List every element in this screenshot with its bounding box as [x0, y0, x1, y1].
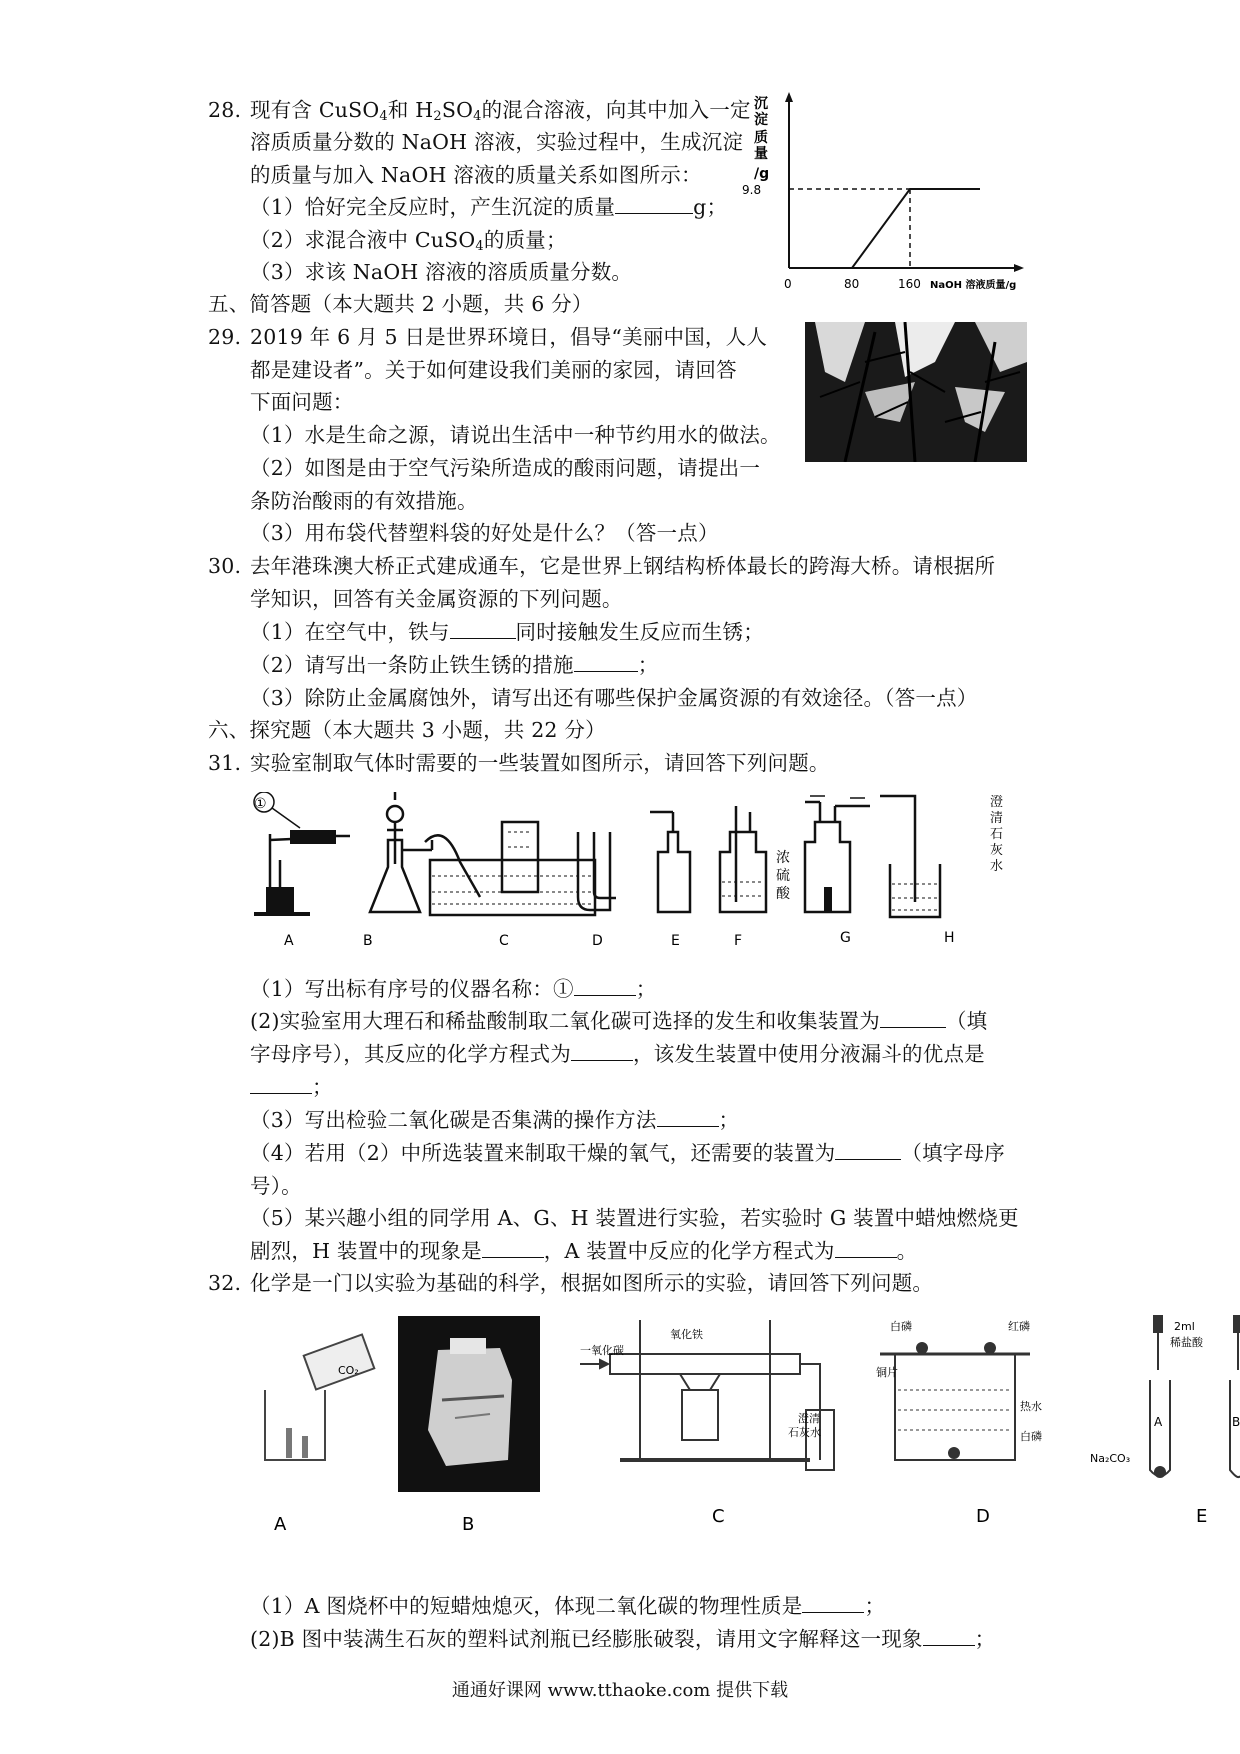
q32-experiments-figure [250, 1310, 1240, 1550]
q29-line-2: 都是建设者”。关于如何建设我们美丽的家园，请回答 [250, 358, 737, 382]
answer-blank [657, 1106, 719, 1127]
h-reagent-3: 石 [990, 827, 1004, 842]
graph-y-tick-9-8: 9.8 [742, 183, 762, 197]
apparatus-label-a: A [284, 933, 294, 949]
f-reagent-2: 硫 [776, 868, 790, 884]
answer-blank [923, 1625, 975, 1646]
f-reagent-3: 酸 [776, 886, 790, 902]
q31-part-5b: 剧烈，H 装置中的现象是 ，A 装置中反应的化学方程式为 。 [250, 1239, 918, 1263]
h-reagent-1: 澄 [990, 795, 1004, 810]
exp-d-red-p: 红磷 [1008, 1320, 1030, 1333]
q28-line-3: 的质量与加入 NaOH 溶液的质量关系如图所示： [250, 163, 702, 187]
graph-y-label-3: 质 [754, 130, 768, 146]
q29-part-1: （1）水是生命之源，请说出生活中一种节约用水的做法。 [250, 423, 781, 447]
q29-part-2b: 条防治酸雨的有效措施。 [250, 489, 478, 513]
experiment-b-photo [398, 1316, 540, 1492]
q30-part-1: （1）在空气中，铁与 同时接触发生反应而生锈； [250, 620, 764, 644]
answer-blank [571, 1040, 633, 1061]
apparatus-a [254, 792, 350, 914]
exp-e-tube-a: A [1154, 1415, 1163, 1429]
answer-blank [615, 193, 693, 214]
experiment-a [265, 1334, 374, 1460]
exp-c-gas-label: 一氧化碳 [580, 1344, 624, 1357]
graph-y-label-2: 淀 [754, 112, 768, 128]
answer-blank [482, 1237, 544, 1258]
h-reagent-4: 灰 [990, 843, 1004, 858]
apparatus-e [650, 812, 690, 912]
q31-part-4a: （4）若用（2）中所选装置来制取干燥的氧气，还需要的装置为 （填字母序 [250, 1141, 1005, 1165]
answer-blank [880, 1007, 946, 1028]
q31-line-1: 31. 实验室制取气体时需要的一些装置如图所示，请回答下列问题。 [208, 751, 830, 775]
graph-data-line [789, 189, 980, 268]
q28-part-1: （1）恰好完全反应时，产生沉淀的质量 g； [250, 195, 728, 219]
exp-e-acid-label-2: 稀盐酸 [1170, 1336, 1203, 1349]
experiment-label-c: C [712, 1506, 725, 1527]
exp-d-copper: 铜片 [876, 1366, 898, 1379]
graph-x-tick-0: 0 [784, 277, 792, 291]
exp-e-salt-label: Na₂CO₃ [1090, 1452, 1131, 1465]
graph-y-arrow [785, 92, 793, 102]
exp-d-hot-water: 热水 [1020, 1400, 1042, 1413]
q31-apparatus-figure [250, 792, 1010, 952]
acid-rain-forest-photo [805, 322, 1027, 462]
apparatus-label-h: H [944, 930, 955, 946]
exp-c-lime-label-1: 澄清 [798, 1412, 820, 1425]
q31-part-2a: (2)实验室用大理石和稀盐酸制取二氧化碳可选择的发生和收集装置为 （填 [250, 1009, 988, 1033]
apparatus-circle-1-label: ① [254, 796, 267, 812]
exp-a-bottle-label: CO₂ [338, 1364, 359, 1377]
apparatus-f [720, 806, 766, 912]
graph-x-tick-80: 80 [844, 277, 860, 291]
h-reagent-5: 水 [990, 859, 1004, 874]
apparatus-d [578, 832, 616, 910]
answer-blank [802, 1592, 864, 1613]
exp-d-white-p-bottom: 白磷 [1020, 1430, 1042, 1443]
answer-blank [574, 975, 636, 996]
apparatus-label-e: E [671, 933, 680, 949]
apparatus-label-f: F [734, 933, 743, 949]
experiment-label-b: B [462, 1514, 475, 1535]
q28-line-2: 溶质质量分数的 NaOH 溶液，实验过程中，生成沉淀 [250, 130, 744, 154]
q30-part-3: （3）除防止金属腐蚀外，请写出还有哪些保护金属资源的有效途径。（答一点） [250, 686, 978, 710]
q32-line-1: 32. 化学是一门以实验为基础的科学，根据如图所示的实验，请回答下列问题。 [208, 1271, 934, 1295]
q30-line-1: 30. 去年港珠澳大桥正式建成通车，它是世界上钢结构桥体最长的跨海大桥。请根据所 [208, 554, 996, 578]
q28-line-1: 28. 现有含 CuSO$_4$和 $H_2SO_4$的混合溶液，向其中加入一定 [208, 98, 751, 124]
apparatus-b [370, 792, 432, 912]
q31-part-2b: 字母序号），其反应的化学方程式为 ，该发生装置中使用分液漏斗的优点是 [250, 1042, 985, 1066]
q32-part-2: (2)B 图中装满生石灰的塑料试剂瓶已经膨胀破裂，请用文字解释这一现象 ； [250, 1627, 996, 1651]
q31-part-5a: （5）某兴趣小组的同学用 A、G、H 装置进行实验，若实验时 G 装置中蜡烛燃烧更 [250, 1206, 1019, 1230]
q29-part-3: （3）用布袋代替塑料袋的好处是什么？（答一点） [250, 521, 719, 545]
answer-blank [835, 1139, 901, 1160]
apparatus-c [425, 822, 595, 915]
answer-blank [574, 651, 638, 672]
apparatus-label-b: B [363, 933, 373, 949]
graph-x-tick-160: 160 [898, 277, 921, 291]
q28-precipitate-graph [740, 90, 1030, 300]
graph-x-label: NaOH 溶液质量/g [930, 280, 1017, 291]
h-reagent-2: 清 [990, 811, 1004, 826]
q31-part-1: （1）写出标有序号的仪器名称：① ； [250, 977, 657, 1001]
answer-blank [450, 618, 516, 639]
experiment-d [880, 1343, 1030, 1460]
exp-c-lime-label-2: 石灰水 [788, 1426, 821, 1439]
q30-line-2: 学知识，回答有关金属资源的下列问题。 [250, 587, 623, 611]
section-5-heading: 五、简答题（本大题共 2 小题，共 6 分） [208, 292, 593, 316]
graph-y-label-5: /g [754, 166, 770, 182]
exp-c-solid-label: 氧化铁 [670, 1328, 703, 1341]
exp-e-acid-label-1: 2ml [1174, 1320, 1195, 1333]
q29-part-2a: （2）如图是由于空气污染所造成的酸雨问题，请提出一 [250, 456, 761, 480]
q29-line-3: 下面问题： [250, 390, 354, 414]
q28-part-2: （2）求混合液中 CuSO$_4$的质量； [250, 228, 567, 254]
apparatus-h [880, 796, 940, 917]
graph-y-label-1: 沉 [754, 96, 768, 112]
page-footer: 通通好课网 www.tthaoke.com 提供下载 [451, 1680, 789, 1701]
graph-y-label-4: 量 [754, 146, 768, 162]
experiment-label-a: A [274, 1514, 287, 1535]
f-reagent-1: 浓 [776, 850, 790, 866]
q30-part-2: （2）请写出一条防止铁生锈的措施 ； [250, 653, 659, 677]
q31-part-4b: 号）。 [250, 1174, 302, 1198]
section-6-heading: 六、探究题（本大题共 3 小题，共 22 分） [208, 718, 606, 742]
apparatus-g [805, 796, 870, 912]
apparatus-label-g: G [840, 930, 851, 946]
experiment-label-d: D [976, 1506, 990, 1527]
apparatus-label-c: C [499, 933, 509, 949]
experiment-c [580, 1320, 834, 1470]
q28-part-3: （3）求该 NaOH 溶液的溶质质量分数。 [250, 260, 633, 284]
apparatus-label-d: D [592, 933, 603, 949]
answer-blank [835, 1237, 897, 1258]
q29-line-1: 29. 2019 年 6 月 5 日是世界环境日，倡导“美丽中国，人人 [208, 325, 768, 349]
q31-part-2c: ； [250, 1072, 333, 1102]
graph-x-arrow [1014, 264, 1024, 272]
answer-blank [250, 1073, 312, 1094]
exp-d-white-p-top: 白磷 [890, 1320, 912, 1333]
experiment-label-e: E [1196, 1506, 1208, 1527]
exp-e-tube-b: B [1232, 1415, 1240, 1429]
q32-part-1: （1）A 图烧杯中的短蜡烛熄灭，体现二氧化碳的物理性质是 ； [250, 1594, 886, 1618]
q31-part-3: （3）写出检验二氧化碳是否集满的操作方法 ； [250, 1108, 740, 1132]
